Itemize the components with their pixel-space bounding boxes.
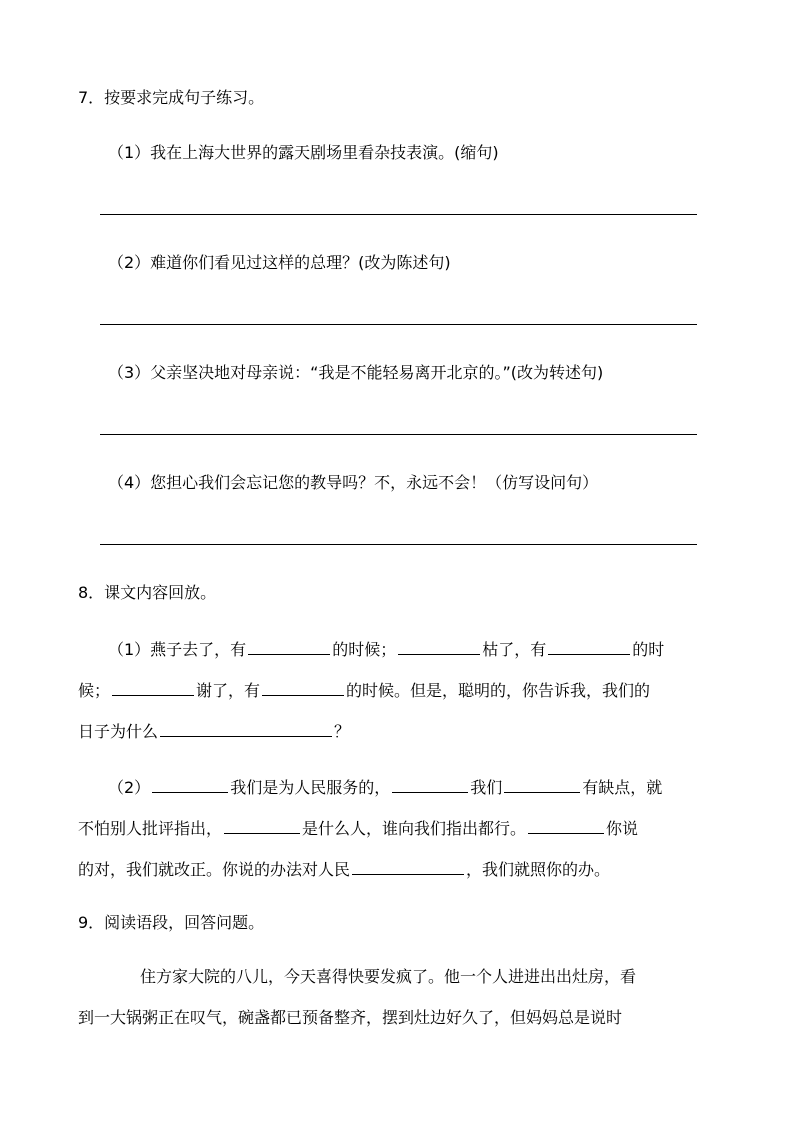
q7-item-1: （1）我在上海大世界的露天剧场里看杂技表演。(缩句) [108,143,499,162]
fill-blank[interactable] [528,815,604,834]
question-9-title: 9．阅读语段，回答问题。 [78,913,265,932]
text: 的时 [632,640,665,659]
q8-p1-line2 [78,677,650,702]
fill-blank[interactable] [352,856,464,875]
q8-p2-line2 [78,815,638,840]
question-7-title: 7．按要求完成句子练习。 [78,88,265,107]
text: 谢了，有 [196,681,261,700]
q8-p2-line1 [108,774,662,799]
text: 有缺点，就 [582,778,663,797]
fill-blank[interactable] [224,815,300,834]
answer-line-2[interactable] [100,324,697,325]
answer-line-1[interactable] [100,214,697,215]
q7-item-2: （2）难道你们看见过这样的总理？(改为陈述句) [108,253,451,272]
fill-blank[interactable] [392,774,468,793]
text: 的时候； [332,640,397,659]
fill-blank[interactable] [160,718,332,737]
text: （1）燕子去了，有 [108,640,247,659]
q8-p1-line1 [108,636,664,661]
reading-passage-line-1: 住方家大院的八儿，今天喜得快要发疯了。他一个人进进出出灶房，看 [140,967,637,986]
text: 枯了，有 [482,640,547,659]
q8-p2-line3 [78,856,610,881]
fill-blank[interactable] [548,636,630,655]
question-8-title: 8．课文内容回放。 [78,583,217,602]
q8-p1-line3 [78,718,350,743]
answer-line-4[interactable] [100,544,697,545]
text: ？ [334,722,351,741]
text: 的时候。但是，聪明的，你告诉我，我们的 [346,681,651,700]
text: 我们 [470,778,503,797]
text: 的对，我们就改正。你说的办法对人民 [78,860,351,879]
text: （2） [108,778,151,797]
text: 是什么人，谁向我们指出都行。 [302,819,527,838]
answer-line-3[interactable] [100,434,697,435]
fill-blank[interactable] [262,677,344,696]
fill-blank[interactable] [112,677,194,696]
q7-item-3: （3）父亲坚决地对母亲说：“我是不能轻易离开北京的。”(改为转述句) [108,363,604,382]
text: ，我们就照你的办。 [466,860,611,879]
text: 候； [78,681,111,700]
fill-blank[interactable] [152,774,228,793]
q7-item-4: （4）您担心我们会忘记您的教导吗？不，永远不会！（仿写设问句） [108,473,599,492]
text: 不怕别人批评指出， [78,819,223,838]
fill-blank[interactable] [398,636,480,655]
text: 日子为什么 [78,722,159,741]
reading-passage-line-2: 到一大锅粥正在叹气，碗盏都已预备整齐，摆到灶边好久了，但妈妈总是说时 [78,1008,623,1027]
fill-blank[interactable] [504,774,580,793]
text: 我们是为人民服务的， [230,778,391,797]
fill-blank[interactable] [248,636,330,655]
text: 你说 [606,819,639,838]
